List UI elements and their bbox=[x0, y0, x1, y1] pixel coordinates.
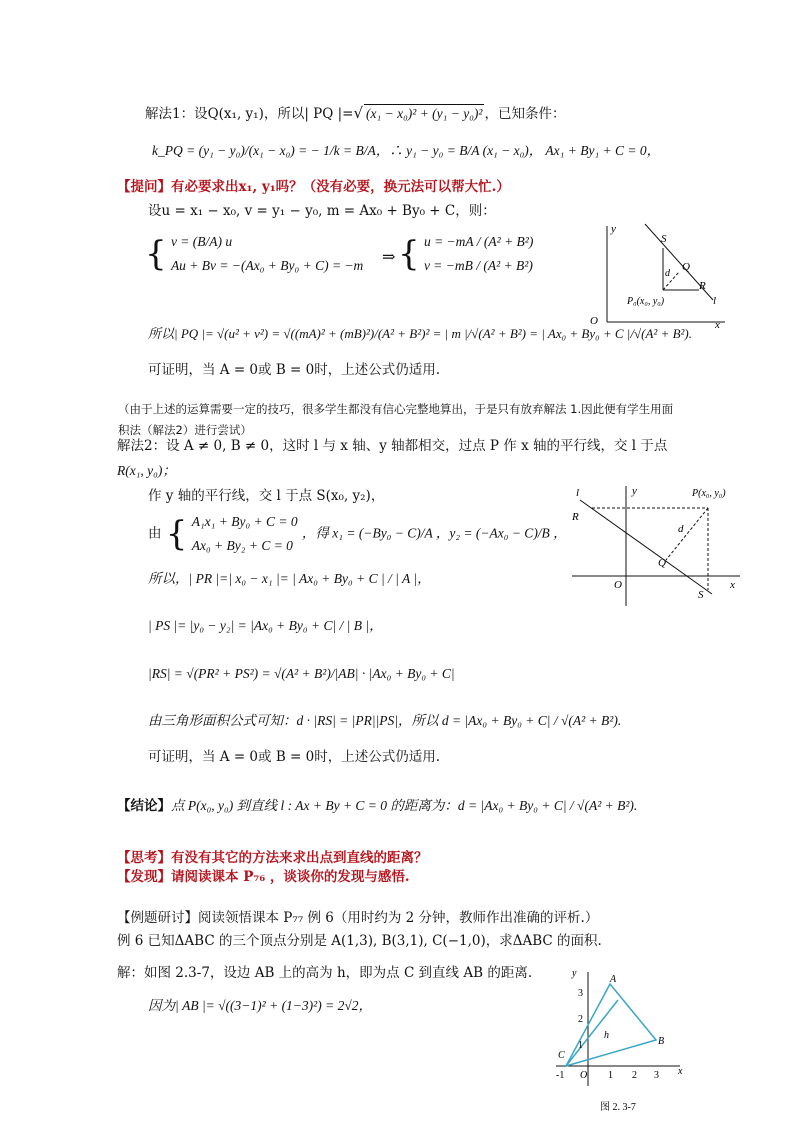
discover-line bbox=[117, 868, 410, 886]
implies-arrow: ⇒ bbox=[382, 247, 396, 266]
right-brace: { bbox=[398, 234, 420, 274]
think-label: 【思考】 bbox=[117, 850, 171, 866]
method1-line1: 解法1：设Q(x₁, y₁)，所以| PQ |=√ (x₁ − x₀)² + (y₁ − y₀)² ，已知条件： bbox=[145, 104, 566, 122]
figure3-height-h bbox=[566, 1000, 618, 1066]
figure2-label-r: R bbox=[572, 511, 579, 523]
figure3-label-h: h bbox=[604, 1030, 609, 1041]
left-brace: { bbox=[145, 234, 167, 274]
conclusion-label: 【结论】 bbox=[117, 798, 171, 814]
figure3-diagram bbox=[548, 966, 698, 1114]
figure1-label-o: O bbox=[590, 315, 598, 327]
method2-system-prefix: 由 bbox=[148, 525, 162, 542]
method2-line1: 解法2：设 A ≠ 0, B ≠ 0，这时 l 与 x 轴、y 轴都相交，过点 P 作 x 轴的平行线，交 l 于点 bbox=[117, 438, 668, 454]
figure2-label-s: S bbox=[698, 589, 704, 601]
method1-line1-suffix: ，已知条件： bbox=[484, 106, 566, 122]
method2-pr-line: 所以，| PR |=| x₀ − x₁ |= | Ax₀ + By₀ + C | / | A |， bbox=[148, 571, 431, 586]
figure3-tick-xm1: -1 bbox=[556, 1070, 565, 1081]
method2-sys-eq2: Ax₀ + By₂ + C = 0 bbox=[191, 538, 293, 553]
equation-system-1 bbox=[145, 230, 363, 278]
method2-system-result: ，得 x₁ = (−By₀ − C)/A ，y₂ = (−Ax₀ − C)/B ， bbox=[301, 525, 567, 541]
figure1-label-s: S bbox=[661, 233, 667, 245]
method1-proof-note: 可证明，当 A = 0或 B = 0时，上述公式仍适用. bbox=[148, 362, 441, 378]
sys-left-eq1: v = (B/A) u bbox=[170, 234, 233, 249]
question-line bbox=[117, 178, 510, 196]
figure1-label-y: y bbox=[611, 223, 616, 235]
figure2-label-d: d bbox=[678, 523, 684, 535]
method1-line1-sqrt: (x₁ − x₀)² + (y₁ − y₀)² bbox=[366, 106, 483, 121]
figure2-label-x: x bbox=[730, 579, 735, 591]
question-label: 【提问】 bbox=[117, 179, 171, 195]
figure2-label-q: Q bbox=[658, 557, 666, 569]
method2-rs-line: |RS| = √(PR² + PS²) = √(A² + B²)/|AB| · |Ax₀ + By₀ + C| bbox=[148, 666, 455, 681]
figure2-diagram bbox=[562, 480, 747, 610]
figure3-point-a: A bbox=[610, 974, 617, 985]
method2-ps-line: | PS |= |y₀ − y₂| = |Ax₀ + By₀ + C| / | B |， bbox=[148, 618, 383, 633]
figure3-axis-y: y bbox=[572, 968, 577, 979]
method2-line3: 作 y 轴的平行线，交 l 于点 S(x₀, y₂)， bbox=[148, 488, 385, 504]
figure2-label-y: y bbox=[632, 485, 637, 497]
figure1-label-p0: P₀(x₀, y₀) bbox=[627, 296, 665, 307]
figure3-caption: 图 2. 3-7 bbox=[600, 1102, 636, 1113]
example-intro: 【例题研讨】阅读领悟课本 P₇₇ 例 6（用时约为 2 分钟，教师作出准确的评析.） bbox=[117, 910, 599, 926]
pq-distance-line: 所以| PQ |= √(u² + v²) = √((mA)² + (mB)²)/(A² + B²)² = | m |/√(A² + B²) = | Ax₀ + By₀ + C |/√(A² + B²). bbox=[148, 326, 692, 341]
figure3-axis-x: x bbox=[678, 1066, 683, 1077]
figure1-label-r: R bbox=[699, 280, 706, 292]
figure2-segment-d bbox=[666, 508, 708, 560]
figure2-line-l bbox=[580, 500, 712, 594]
method1-slope-line: k_PQ = (y₁ − y₀)/(x₁ − x₀) = − 1/k = B/A，∴ y₁ − y₀ = B/A (x₁ − x₀)， Ax₁ + By₁ + C = 0， bbox=[152, 143, 661, 158]
conclusion-line bbox=[117, 797, 637, 815]
figure3-origin: O bbox=[580, 1070, 588, 1081]
figure3-tick-x2: 2 bbox=[632, 1070, 637, 1081]
conclusion-text: 点 P(x₀, y₀) 到直线 l : Ax + By + C = 0 的距离为：d = |Ax₀ + By₀ + C| / √(A² + B²). bbox=[171, 798, 638, 813]
figure3-tick-x3: 3 bbox=[654, 1070, 659, 1081]
method1-line1-prefix: 解法1：设Q(x₁, y₁)，所以| PQ |= bbox=[145, 106, 354, 122]
discover-text: 请阅读课本 P₇₆ ，谈谈你的发现与感悟. bbox=[171, 869, 410, 885]
question-text: 有必要求出x₁, y₁吗？（没有必要，换元法可以帮大忙.） bbox=[171, 179, 510, 195]
figure3-point-b: B bbox=[658, 1036, 665, 1047]
sys-right-eq2: v = −mB / (A² + B²) bbox=[423, 258, 533, 273]
method2-system bbox=[148, 510, 567, 558]
figure3-point-c: C bbox=[558, 1050, 565, 1061]
figure1-label-l: l bbox=[713, 295, 717, 307]
method2-area-line: 由三角形面积公式可知：d · |RS| = |PR||PS|，所以 d = |Ax₀ + By₀ + C| / √(A² + B²). bbox=[148, 713, 622, 728]
figure1-diagram bbox=[575, 218, 735, 330]
figure1-label-x: x bbox=[715, 319, 720, 330]
equation-system-2 bbox=[398, 230, 533, 278]
figure1-label-q: Q bbox=[682, 261, 690, 273]
example-solution: 解：如图 2.3-7，设边 AB 上的高为 h，即为点 C 到直线 AB 的距离. bbox=[117, 965, 533, 981]
sys-right-eq1: u = −mA / (A² + B²) bbox=[423, 234, 534, 249]
method2-proof-note: 可证明，当 A = 0或 B = 0时，上述公式仍适用. bbox=[148, 749, 441, 765]
substitution-line: 设u = x₁ − x₀, v = y₁ − y₀, m = Ax₀ + By₀ + C，则： bbox=[148, 203, 496, 219]
discover-label: 【发现】 bbox=[117, 869, 171, 885]
figure3-tick-y2: 2 bbox=[578, 1014, 583, 1025]
method2-line2: R(x₁, y₀)； bbox=[117, 463, 176, 478]
figure2-label-o: O bbox=[614, 579, 622, 591]
figure2-label-l: l bbox=[576, 487, 580, 499]
figure3-tick-x1: 1 bbox=[608, 1070, 613, 1081]
example-ab-line: 因为| AB |= √((3−1)² + (1−3)²) = 2√2， bbox=[148, 998, 372, 1013]
sys-left-eq2: Au + Bv = −(Ax₀ + By₀ + C) = −m bbox=[170, 258, 364, 273]
think-line bbox=[117, 849, 428, 867]
figure1-label-d: d bbox=[665, 268, 670, 279]
think-text: 有没有其它的方法来求出点到直线的距离？ bbox=[171, 850, 428, 866]
example-problem: 例 6 已知ΔABC 的三个顶点分别是 A(1,3), B(3,1), C(−1,0)，求ΔABC 的面积. bbox=[117, 933, 602, 949]
method-comment: （由于上述的运算需要一定的技巧，很多学生都没有信心完整地算出，于是只有放弃解法 1.因此便有学生用面积法（解法2）进行尝试） bbox=[118, 402, 674, 437]
method2-sys-eq1: A₁x₁ + By₀ + C = 0 bbox=[191, 514, 298, 529]
figure2-label-p: P(x₀, y₀) bbox=[692, 488, 726, 499]
figure3-tick-y1: 1 bbox=[578, 1040, 583, 1051]
method2-brace: { bbox=[165, 514, 188, 554]
figure3-tick-y3: 3 bbox=[578, 988, 583, 999]
